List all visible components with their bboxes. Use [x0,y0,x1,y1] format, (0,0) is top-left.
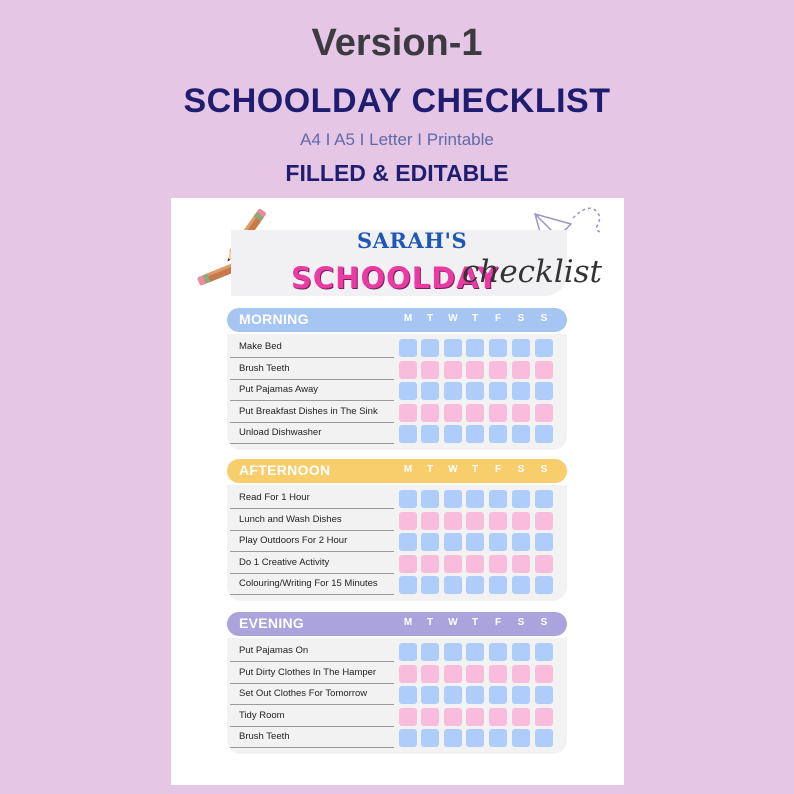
day-checkbox[interactable] [466,729,484,747]
section-header [227,459,567,483]
day-label: W [448,464,458,475]
day-label: T [471,464,479,475]
day-checkbox[interactable] [512,382,530,400]
day-checkbox[interactable] [512,533,530,551]
task-label: Unload Dishwasher [239,427,322,438]
section-morning [227,308,567,450]
day-checkbox[interactable] [421,729,439,747]
day-checkbox[interactable] [535,576,553,594]
day-checkbox[interactable] [489,382,507,400]
day-checkbox[interactable] [535,361,553,379]
task-underline [230,683,394,684]
day-label: W [448,313,458,324]
filled-editable-label: FILLED & EDITABLE [285,160,509,186]
task-label: Lunch and Wash Dishes [239,513,342,525]
task-underline [230,379,394,380]
day-checkbox[interactable] [399,665,417,683]
day-checkbox[interactable] [399,729,417,747]
task-row [227,511,567,533]
task-label: Play Outdoors For 2 Hour [239,535,348,546]
day-checkbox[interactable] [466,708,484,726]
day-checkbox[interactable] [512,708,530,726]
section-body [227,638,567,754]
task-row [227,642,567,664]
day-checkbox[interactable] [421,404,439,422]
day-checkbox[interactable] [399,708,417,726]
owner-name: SARAH'S [357,228,468,253]
day-label: S [540,313,548,324]
task-label: Brush Teeth [239,362,290,374]
day-checkbox[interactable] [512,555,530,573]
section-body [227,334,567,450]
task-row [227,575,567,597]
day-checkbox[interactable] [466,361,484,379]
section-afternoon [227,459,567,601]
day-label: F [494,313,502,324]
task-row [227,728,567,750]
day-checkbox[interactable] [512,729,530,747]
day-checkbox[interactable] [444,665,462,683]
task-row [227,707,567,729]
day-checkbox[interactable] [512,404,530,422]
day-checkbox[interactable] [535,643,553,661]
day-checkbox[interactable] [421,512,439,530]
day-checkbox[interactable] [466,555,484,573]
day-label: S [540,464,548,475]
task-underline [230,573,394,574]
day-checkbox[interactable] [466,643,484,661]
day-checkbox[interactable] [535,425,553,443]
day-checkbox[interactable] [444,555,462,573]
task-label: Put Breakfast Dishes in The Sink [239,405,378,417]
task-label: Make Bed [239,341,282,352]
task-underline [230,661,394,662]
day-checkbox[interactable] [489,729,507,747]
section-title: EVENING [239,615,305,631]
day-checkbox[interactable] [512,490,530,508]
section-title: MORNING [239,311,309,327]
day-checkbox[interactable] [399,339,417,357]
day-label: T [426,464,434,475]
day-checkbox[interactable] [512,576,530,594]
task-row [227,424,567,446]
day-label: F [494,464,502,475]
day-checkbox[interactable] [489,665,507,683]
task-label: Read For 1 Hour [239,492,310,503]
task-label: Put Dirty Clothes In The Hamper [239,666,377,678]
section-header [227,308,567,332]
day-checkbox[interactable] [421,382,439,400]
task-row [227,403,567,425]
day-checkbox[interactable] [535,404,553,422]
day-checkbox[interactable] [512,512,530,530]
day-label: W [448,617,458,628]
day-checkbox[interactable] [444,576,462,594]
day-checkbox[interactable] [466,339,484,357]
section-body [227,485,567,601]
task-label: Do 1 Creative Activity [239,556,330,568]
day-checkbox[interactable] [421,686,439,704]
day-label: F [494,617,502,628]
day-checkbox[interactable] [444,490,462,508]
task-row [227,554,567,576]
day-checkbox[interactable] [399,555,417,573]
day-checkbox[interactable] [421,339,439,357]
day-checkbox[interactable] [489,643,507,661]
task-underline [230,400,394,401]
day-checkbox[interactable] [399,382,417,400]
day-checkbox[interactable] [466,490,484,508]
day-checkbox[interactable] [444,643,462,661]
day-checkbox[interactable] [535,729,553,747]
day-checkbox[interactable] [421,425,439,443]
task-label: Colouring/Writing For 15 Minutes [239,578,378,589]
task-row [227,685,567,707]
day-checkbox[interactable] [399,361,417,379]
day-checkbox[interactable] [466,425,484,443]
day-checkbox[interactable] [535,533,553,551]
day-checkbox[interactable] [444,708,462,726]
day-label: M [403,464,413,475]
day-checkbox[interactable] [399,686,417,704]
day-checkbox[interactable] [512,665,530,683]
day-checkbox[interactable] [535,708,553,726]
task-label: Brush Teeth [239,731,290,742]
day-checkbox[interactable] [489,555,507,573]
day-checkbox[interactable] [489,490,507,508]
day-checkbox[interactable] [399,512,417,530]
task-underline [230,747,394,748]
day-checkbox[interactable] [535,512,553,530]
day-checkbox[interactable] [512,643,530,661]
day-checkbox[interactable] [466,665,484,683]
day-label: M [403,313,413,324]
day-checkbox[interactable] [399,490,417,508]
task-underline [230,530,394,531]
task-label: Put Pajamas Away [239,384,319,395]
day-checkbox[interactable] [444,425,462,443]
task-underline [230,704,394,705]
task-underline [230,357,394,358]
section-header [227,612,567,636]
checklist-sheet [171,198,624,785]
formats-line: A4 I A5 I Letter I Printable [300,130,494,149]
task-underline [230,726,394,727]
sheet-heading-schoolday: SCHOOLDAY [291,261,499,295]
section-title: AFTERNOON [239,462,331,478]
day-checkbox[interactable] [535,686,553,704]
day-checkbox[interactable] [489,708,507,726]
day-checkbox[interactable] [512,361,530,379]
day-checkbox[interactable] [466,576,484,594]
day-checkbox[interactable] [489,361,507,379]
task-row [227,664,567,686]
day-checkbox[interactable] [535,555,553,573]
day-checkbox[interactable] [399,404,417,422]
day-checkbox[interactable] [535,490,553,508]
task-label: Set Out Clothes For Tomorrow [239,688,368,699]
day-checkbox[interactable] [399,643,417,661]
day-checkbox[interactable] [421,533,439,551]
version-label: Version-1 [311,22,483,64]
task-underline [230,422,394,423]
day-checkbox[interactable] [444,512,462,530]
day-label: M [403,617,413,628]
task-underline [230,443,394,444]
day-checkbox[interactable] [444,404,462,422]
day-checkbox[interactable] [489,686,507,704]
day-checkbox[interactable] [466,512,484,530]
day-checkbox[interactable] [512,339,530,357]
task-row [227,360,567,382]
task-label: Tidy Room [239,709,285,721]
day-checkbox[interactable] [399,425,417,443]
day-checkbox[interactable] [421,708,439,726]
day-checkbox[interactable] [421,490,439,508]
task-underline [230,508,394,509]
day-checkbox[interactable] [444,729,462,747]
product-title: SCHOOLDAY CHECKLIST [183,82,611,120]
day-checkbox[interactable] [535,339,553,357]
day-checkbox[interactable] [535,665,553,683]
day-checkbox[interactable] [466,686,484,704]
section-evening [227,612,567,754]
day-checkbox[interactable] [399,576,417,594]
day-checkbox[interactable] [466,404,484,422]
day-checkbox[interactable] [489,576,507,594]
day-checkbox[interactable] [399,533,417,551]
task-underline [230,551,394,552]
day-checkbox[interactable] [489,339,507,357]
task-row [227,338,567,360]
day-label: S [517,464,525,475]
day-checkbox[interactable] [444,339,462,357]
day-checkbox[interactable] [421,665,439,683]
day-label: S [540,617,548,628]
sheet-heading-checklist: checklist [462,254,603,290]
task-row [227,381,567,403]
day-checkbox[interactable] [535,382,553,400]
day-checkbox[interactable] [466,533,484,551]
day-label: T [426,313,434,324]
day-checkbox[interactable] [421,576,439,594]
day-label: T [471,617,479,628]
day-checkbox[interactable] [421,643,439,661]
task-row [227,489,567,511]
day-checkbox[interactable] [489,533,507,551]
day-label: T [426,617,434,628]
day-checkbox[interactable] [489,425,507,443]
day-checkbox[interactable] [466,382,484,400]
day-label: S [517,313,525,324]
day-checkbox[interactable] [421,555,439,573]
task-underline [230,594,394,595]
day-checkbox[interactable] [512,686,530,704]
task-row [227,532,567,554]
day-checkbox[interactable] [489,404,507,422]
day-checkbox[interactable] [444,533,462,551]
day-checkbox[interactable] [421,361,439,379]
day-checkbox[interactable] [444,382,462,400]
day-label: T [471,313,479,324]
day-checkbox[interactable] [512,425,530,443]
day-checkbox[interactable] [444,361,462,379]
day-label: S [517,617,525,628]
day-checkbox[interactable] [444,686,462,704]
day-checkbox[interactable] [489,512,507,530]
task-label: Put Pajamas On [239,645,309,656]
